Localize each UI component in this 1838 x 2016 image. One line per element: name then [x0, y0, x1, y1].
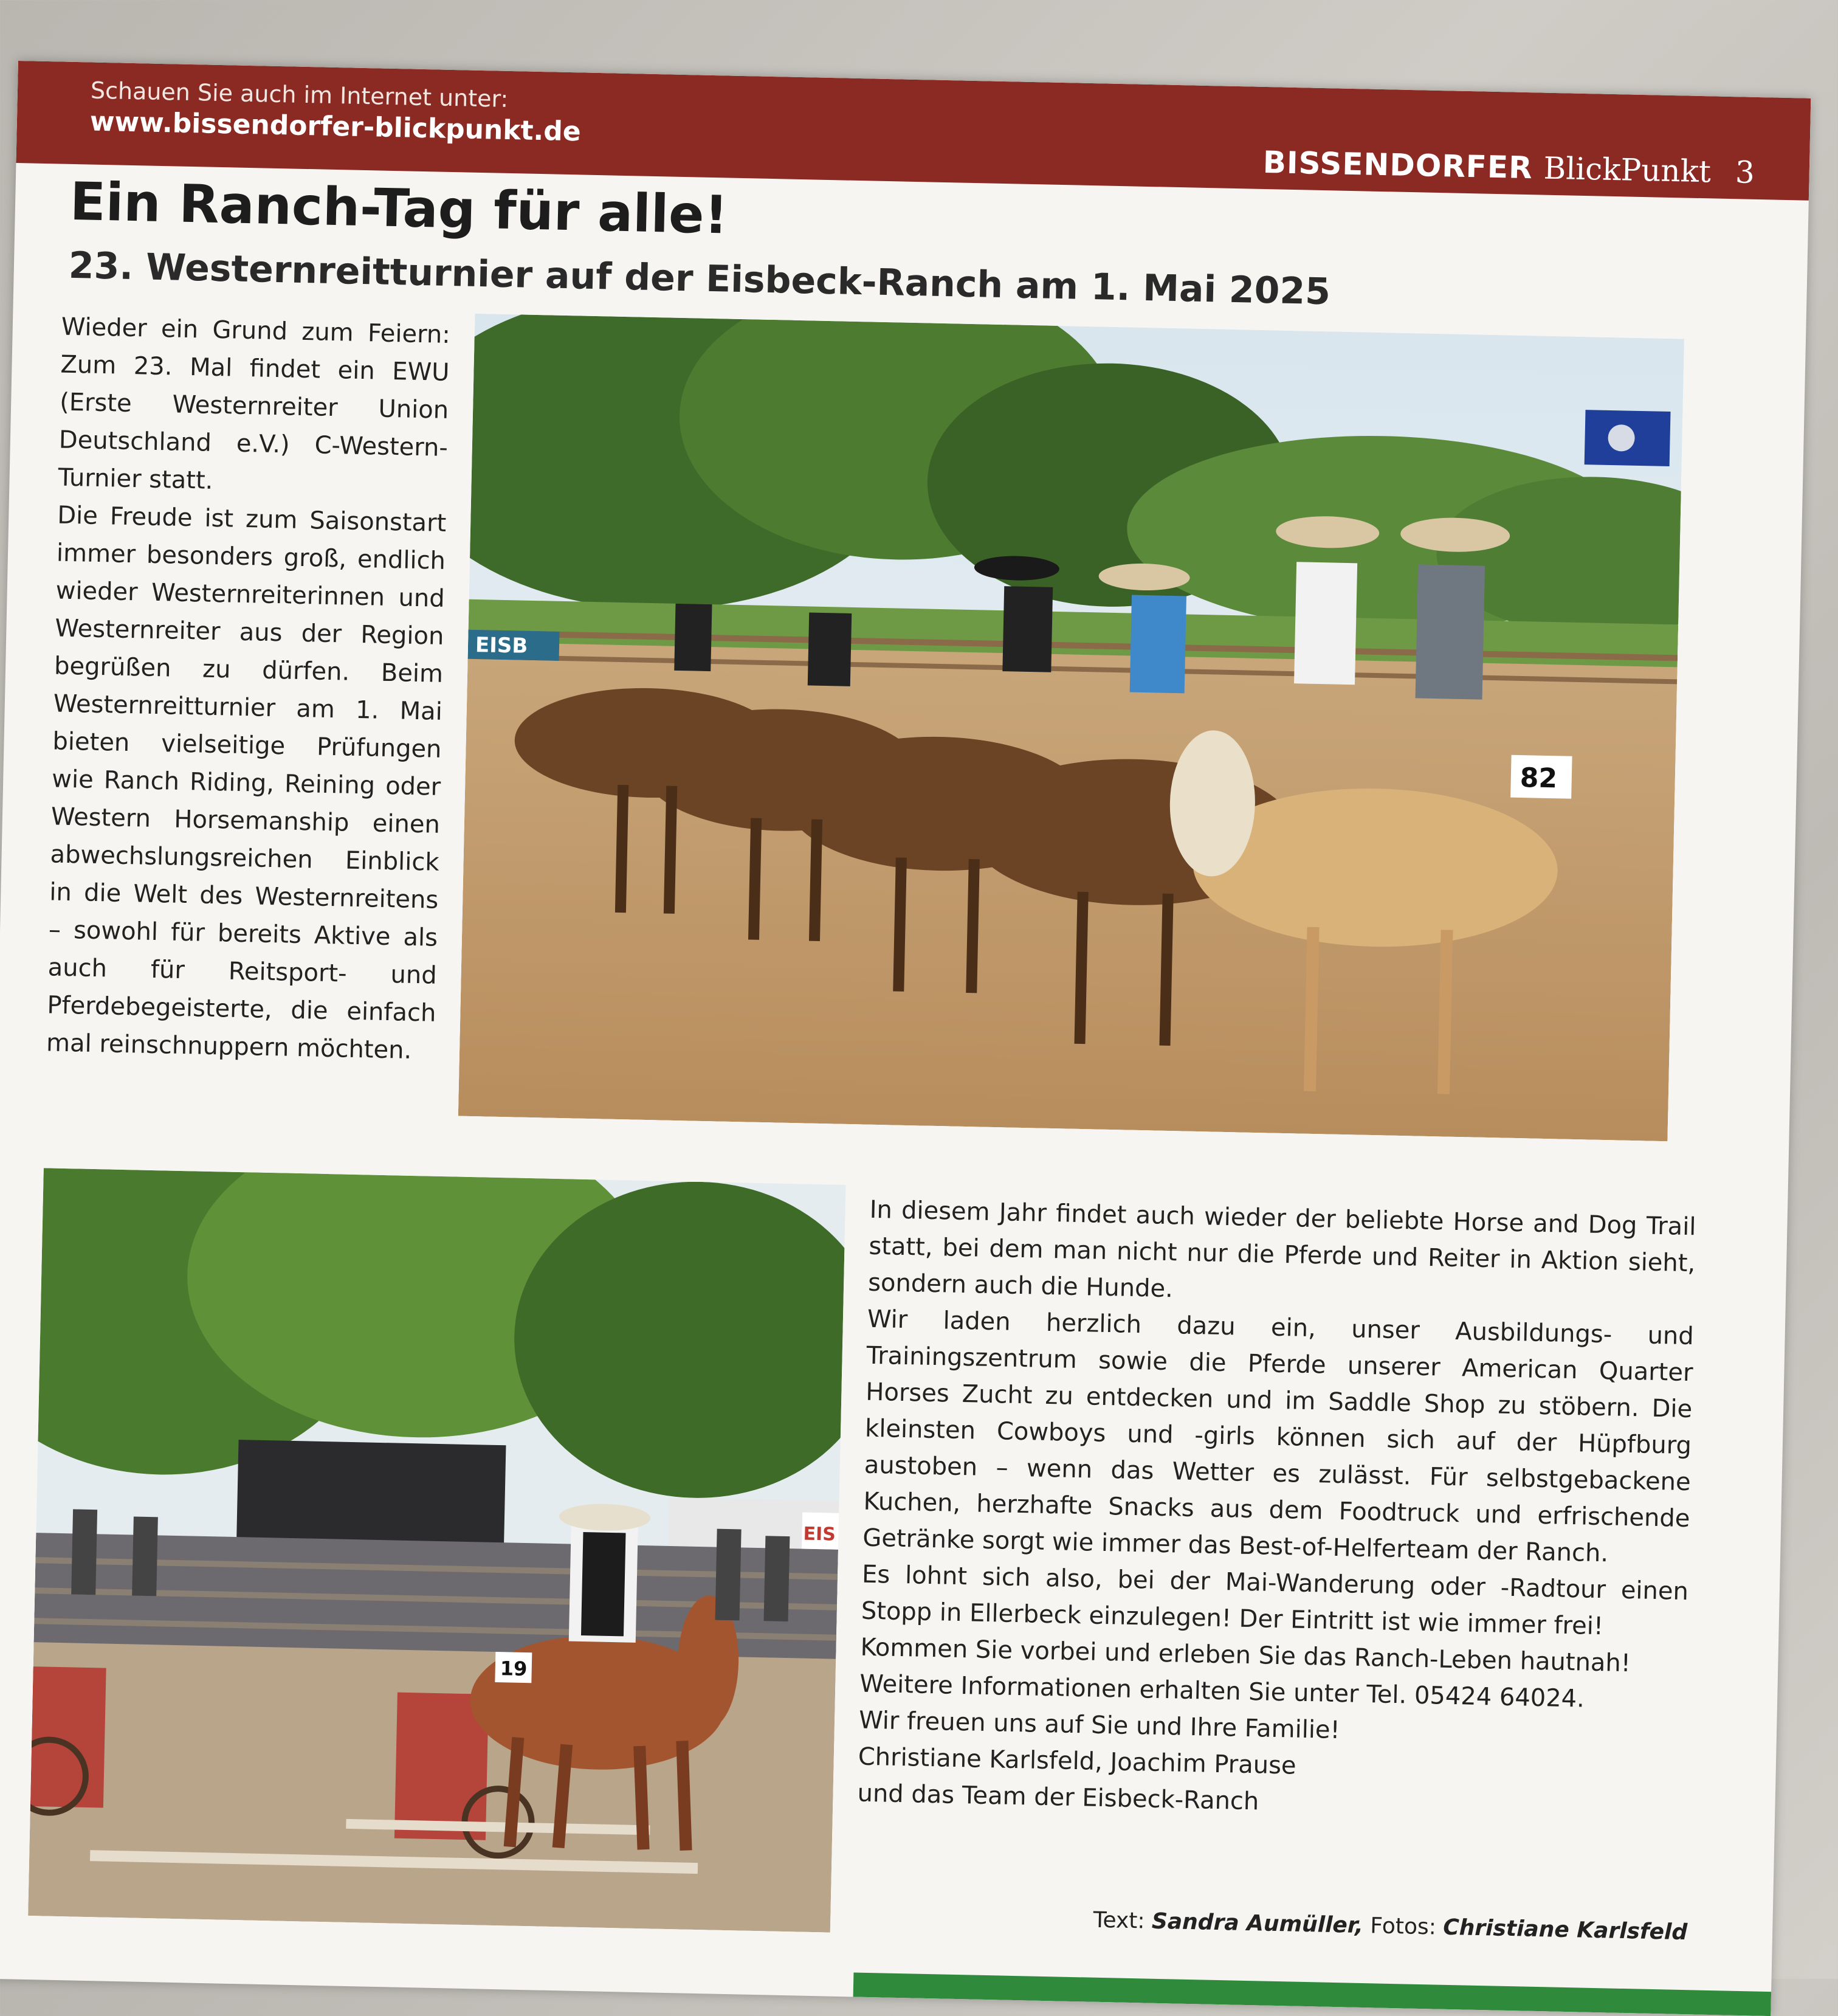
- right-paragraph-6: Wir freuen uns auf Sie und Ihre Familie!: [858, 1706, 1341, 1745]
- credits-line: [1093, 1908, 1687, 1945]
- left-column: [46, 308, 451, 1070]
- arena-sign-text: EISB: [475, 632, 528, 658]
- masthead-brand: BISSENDORFER: [1262, 144, 1533, 186]
- website-lead: Schauen Sie auch im Internet unter:: [90, 77, 509, 112]
- page-number: 3: [1735, 154, 1755, 190]
- rider-number-82: 82: [1520, 762, 1558, 795]
- article-subtitle: 23. Westernreitturnier auf der Eisbeck-Ranch am 1. Mai 2025: [68, 244, 1331, 314]
- magazine-page: [0, 61, 1811, 2016]
- right-paragraph-4: Kommen Sie vorbei und erleben Sie das Ranch-Leben hautnah!: [860, 1633, 1631, 1678]
- photo-riders-lineup: [458, 314, 1684, 1141]
- arena-sign-text-2: EIS: [803, 1523, 836, 1545]
- trail-course-illustration: [28, 1168, 845, 1932]
- footer-green-bar: [853, 1972, 1772, 2016]
- right-paragraph-2: Wir laden herzlich dazu ein, unser Ausbildungs- und Trainingszentrum sowie die Pferde unserer American Quarter Horses Zucht zu entdecken und im Saddle Shop zu stöbern. Die kleinsten Cowboys und -girls können sich auf der Hüpfburg austoben – wenn das Wetter es zulässt. Für selbstgebackene Kuchen, herzhafte Snacks aus dem Foodtruck und erfrischende Getränke sorgt wie immer das Best-of-Helferteam der Ranch.: [862, 1305, 1695, 1568]
- riders-lineup-illustration: [458, 314, 1684, 1141]
- article-title: Ein Ranch-Tag für alle!: [69, 171, 729, 246]
- credit-photo-label: Fotos:: [1369, 1913, 1437, 1940]
- right-paragraph-5: Weitere Informationen erhalten Sie unter Tel. 05424 64024.: [859, 1669, 1585, 1713]
- masthead: [1262, 145, 1755, 190]
- right-paragraph-8: und das Team der Eisbeck-Ranch: [857, 1779, 1259, 1816]
- credit-text-author: Sandra Aumüller,: [1151, 1908, 1364, 1939]
- right-paragraph-3: Es lohnt sich also, bei der Mai-Wanderung oder -Radtour einen Stopp in Ellerbeck einzulegen! Der Eintritt ist wie immer frei!: [861, 1560, 1689, 1641]
- masthead-sub: BlickPunkt: [1543, 150, 1712, 190]
- website-url[interactable]: www.bissendorfer-blickpunkt.de: [89, 106, 582, 148]
- credit-photo-author: Christiane Karlsfeld: [1442, 1914, 1688, 1945]
- right-column: [857, 1192, 1696, 1829]
- photo-trail-course: [28, 1168, 845, 1932]
- rider-number-19: 19: [500, 1657, 528, 1681]
- credit-text-label: Text:: [1093, 1907, 1145, 1934]
- right-paragraph-7: Christiane Karlsfeld, Joachim Prause: [858, 1742, 1297, 1780]
- left-paragraph-1: Wieder ein Grund zum Feiern: Zum 23. Mal findet ein EWU (Erste Westernreiter Union Deutschland e.V.) C-Western-Turnier statt.: [58, 312, 451, 495]
- right-paragraph-1: In diesem Jahr findet auch wieder der beliebte Horse and Dog Trail statt, bei dem man nicht nur die Pferde und Reiter in Aktion sieht, sondern auch die Hunde.: [867, 1195, 1696, 1303]
- left-paragraph-2: Die Freude ist zum Saisonstart immer besonders groß, endlich wieder Westernreiterinnen und Westernreiter aus der Region begrüßen zu dürfen. Beim Westernreitturnier am 1. Mai bieten vielseitige Prüfungen wie Ranch Riding, Reining oder Western Horsemanship einen abwechslungsreichen Einblick in die Welt des Westernreitens – sowohl für bereits Aktive als auch für Reitsport- und Pferdebegeisterte, die einfach mal reinschnuppern möchten.: [46, 501, 447, 1065]
